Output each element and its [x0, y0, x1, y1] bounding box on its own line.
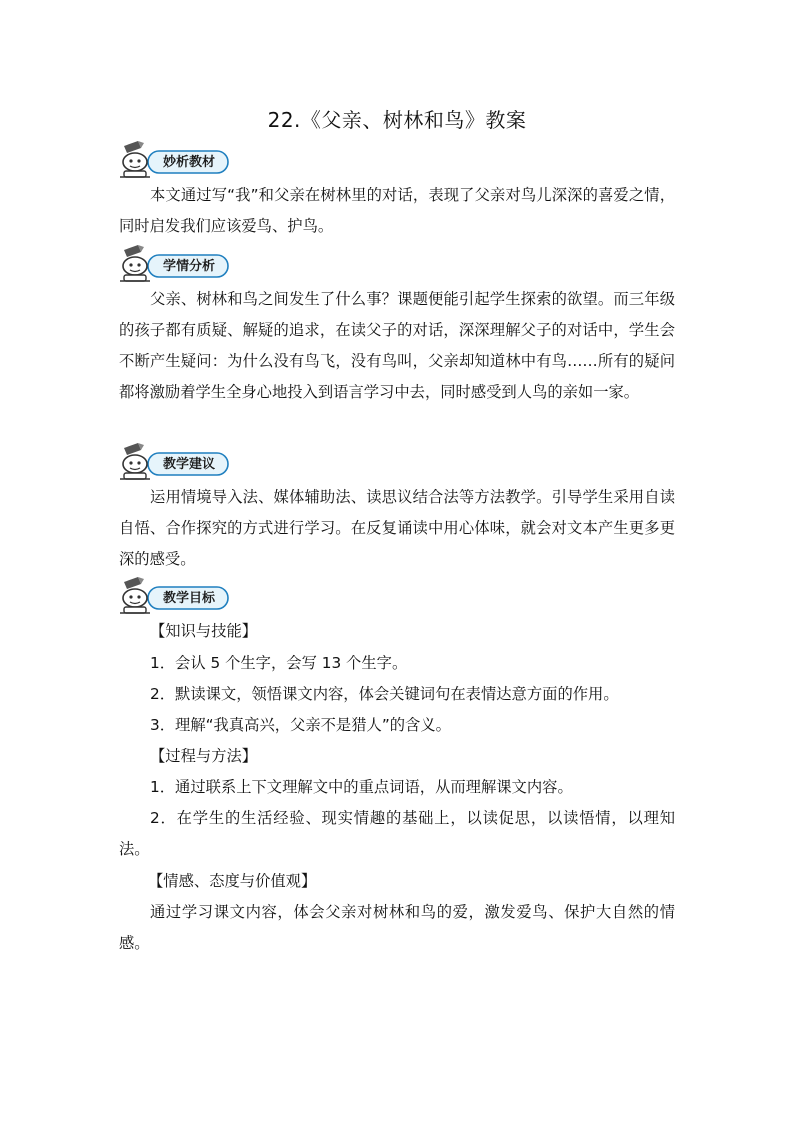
- section-label: 教学建议: [162, 457, 215, 472]
- section-header-teaching-objectives: [118, 576, 238, 616]
- list-item: 2．在学生的生活经验、现实情趣的基础上，以读促思，以读悟情，以理知法。: [119, 809, 675, 858]
- subheading-knowledge-skills: 【知识与技能】: [150, 622, 258, 640]
- paragraph-emotion-values: 通过学习课文内容，体会父亲对树林和鸟的爱，激发爱鸟、保护大自然的情感。: [119, 903, 675, 952]
- list-item: 3．理解“我真高兴，父亲不是猎人”的含义。: [150, 716, 451, 734]
- section-label: 妙析教材: [162, 155, 215, 170]
- section-header-textbook-analysis: [118, 140, 238, 180]
- paragraph-teaching-suggestions: 运用情境导入法、媒体辅助法、读思议结合法等方法教学。引导学生采用自读自悟、合作探究的方式进行学习。在反复诵读中用心体味，就会对文本产生更多更深的感受。: [119, 488, 675, 568]
- section-header-teaching-suggestions: [118, 442, 238, 482]
- paragraph-textbook-analysis: 本文通过写“我”和父亲在树林里的对话，表现了父亲对鸟儿深深的喜爱之情，同时启发我们应该爱鸟、护鸟。: [119, 186, 675, 235]
- list-item: 2．默读课文，领悟课文内容，体会关键词句在表情达意方面的作用。: [150, 685, 619, 703]
- subheading-emotion-values: 【情感、态度与价值观】: [148, 872, 317, 890]
- paragraph-learner-analysis: 父亲、树林和鸟之间发生了什么事？课题便能引起学生探索的欲望。而三年级的孩子都有质疑、解疑的追求，在读父子的对话，深深理解父子的对话中，学生会不断产生疑问：为什么没有鸟飞，没有鸟叫，父亲却知道林中有鸟……所有的疑问都将激励着学生全身心地投入到语言学习中去，同时感受到人鸟的亲如一家。: [119, 290, 675, 401]
- section-header-learner-analysis: [118, 244, 238, 284]
- subheading-process-methods: 【过程与方法】: [150, 747, 258, 765]
- list-item: 1．通过联系上下文理解文中的重点词语，从而理解课文内容。: [150, 778, 573, 796]
- list-item: 1．会认 5 个生字，会写 13 个生字。: [150, 654, 408, 672]
- section-label: 教学目标: [162, 591, 215, 606]
- section-label: 学情分析: [162, 259, 215, 274]
- page-title: 22.《父亲、树林和鸟》教案: [267, 108, 527, 132]
